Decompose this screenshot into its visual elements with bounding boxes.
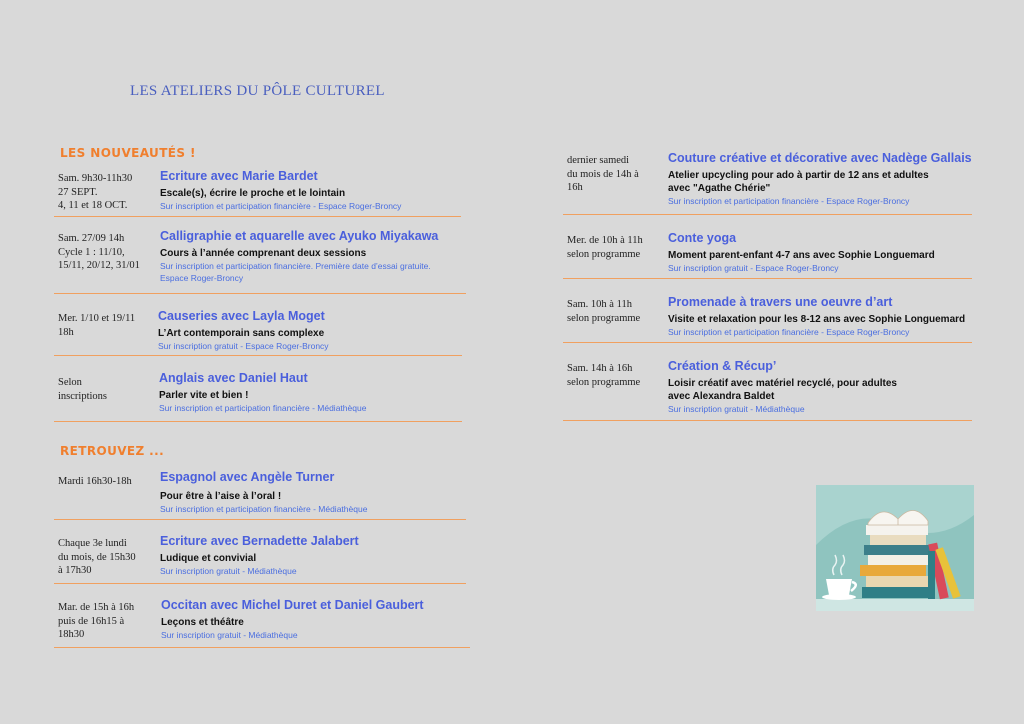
- workshop-details: Sur inscription et participation financière - Espace Roger-Broncy: [668, 196, 910, 206]
- workshop-entry: [54, 308, 462, 356]
- workshop-schedule: dernier samedi du mois de 14h à 16h: [567, 155, 639, 193]
- workshop-entry: [54, 168, 461, 217]
- workshop-entry: [54, 370, 462, 422]
- workshop-details: Sur inscription et participation financière - Espace Roger-Broncy: [668, 327, 910, 337]
- workshop-details: Sur inscription gratuit - Espace Roger-Broncy: [158, 341, 329, 351]
- workshop-schedule: Sam. 27/09 14h Cycle 1 : 11/10, 15/11, 20/12, 31/01: [58, 233, 140, 271]
- workshop-entry: [54, 228, 466, 294]
- workshop-subtitle: Leçons et théâtre: [161, 617, 244, 628]
- workshop-title: Ecriture avec Marie Bardet: [160, 169, 318, 183]
- workshop-subtitle: Moment parent-enfant 4-7 ans avec Sophie Longuemard: [668, 250, 935, 261]
- workshop-subtitle: Atelier upcycling pour ado à partir de 12 ans et adultes avec "Agathe Chérie": [668, 170, 929, 194]
- workshop-subtitle: Escale(s), écrire le proche et le lointain: [160, 188, 346, 199]
- workshop-title: Couture créative et décorative avec Nadège Gallais: [668, 151, 972, 165]
- workshop-title: Calligraphie et aquarelle avec Ayuko Miyakawa: [160, 229, 439, 243]
- section-heading-new: LES NOUVEAUTÉS !: [60, 146, 196, 160]
- workshop-details: Sur inscription et participation financière - Espace Roger-Broncy: [160, 201, 402, 211]
- workshop-details: Sur inscription gratuit - Médiathèque: [161, 630, 298, 640]
- workshop-title: Conte yoga: [668, 231, 737, 245]
- workshop-details: Sur inscription gratuit - Médiathèque: [668, 404, 805, 414]
- workshop-title: Causeries avec Layla Moget: [158, 309, 325, 323]
- workshop-subtitle: Loisir créatif avec matériel recyclé, pour adultes avec Alexandra Baldet: [668, 378, 897, 402]
- workshop-entry: [54, 597, 470, 648]
- workshop-schedule: Mardi 16h30-18h: [58, 476, 132, 487]
- workshop-schedule: Sam. 10h à 11h selon programme: [567, 299, 641, 324]
- workshop-title: Anglais avec Daniel Haut: [159, 371, 308, 385]
- workshop-schedule: Chaque 3e lundi du mois, de 15h30 à 17h30: [58, 538, 136, 576]
- workshop-entry: [563, 230, 972, 279]
- page-title: LES ATELIERS DU PÔLE CULTUREL: [130, 83, 385, 99]
- workshop-schedule: Mer. de 10h à 11h selon programme: [567, 235, 643, 260]
- workshop-subtitle: Visite et relaxation pour les 8-12 ans avec Sophie Longuemard: [668, 314, 966, 325]
- workshop-subtitle: Cours à l’année comprenant deux sessions: [160, 248, 367, 259]
- workshop-title: Occitan avec Michel Duret et Daniel Gaubert: [161, 598, 424, 612]
- workshop-subtitle: Parler vite et bien !: [159, 390, 249, 401]
- workshop-details: Sur inscription et participation financière - Médiathèque: [160, 504, 368, 514]
- workshop-title: Espagnol avec Angèle Turner: [160, 470, 335, 484]
- workshop-schedule: Selon inscriptions: [58, 377, 107, 402]
- workshop-entry: [54, 533, 466, 584]
- workshop-subtitle: Pour être à l’aise à l’oral !: [160, 491, 282, 502]
- workshop-entry: [563, 358, 972, 421]
- workshop-entry: [563, 150, 972, 215]
- workshop-schedule: Sam. 14h à 16h selon programme: [567, 363, 641, 388]
- workshop-entry: [54, 469, 466, 520]
- workshop-details: Sur inscription et participation financière - Médiathèque: [159, 403, 367, 413]
- books-and-teacup-icon: [816, 485, 974, 611]
- workshop-subtitle: Ludique et convivial: [160, 553, 257, 564]
- workshop-entry: [563, 294, 972, 343]
- section-heading-again: RETROUVEZ ...: [60, 444, 165, 458]
- workshop-title: Création & Récup’: [668, 359, 777, 373]
- workshop-schedule: Sam. 9h30-11h30 27 SEPT. 4, 11 et 18 OCT.: [58, 173, 133, 211]
- workshop-title: Ecriture avec Bernadette Jalabert: [160, 534, 359, 548]
- workshop-details: Sur inscription gratuit - Espace Roger-Broncy: [668, 263, 839, 273]
- workshop-subtitle: L’Art contemporain sans complexe: [158, 328, 325, 339]
- workshop-title: Promenade à travers une oeuvre d’art: [668, 295, 893, 309]
- workshop-schedule: Mer. 1/10 et 19/11 18h: [58, 313, 136, 338]
- workshop-schedule: Mar. de 15h à 16h puis de 16h15 à 18h30: [58, 602, 135, 640]
- workshop-details: Sur inscription et participation financière. Première date d’essai gratuite. Espace Roger-Broncy: [160, 261, 431, 283]
- workshop-details: Sur inscription gratuit - Médiathèque: [160, 566, 297, 576]
